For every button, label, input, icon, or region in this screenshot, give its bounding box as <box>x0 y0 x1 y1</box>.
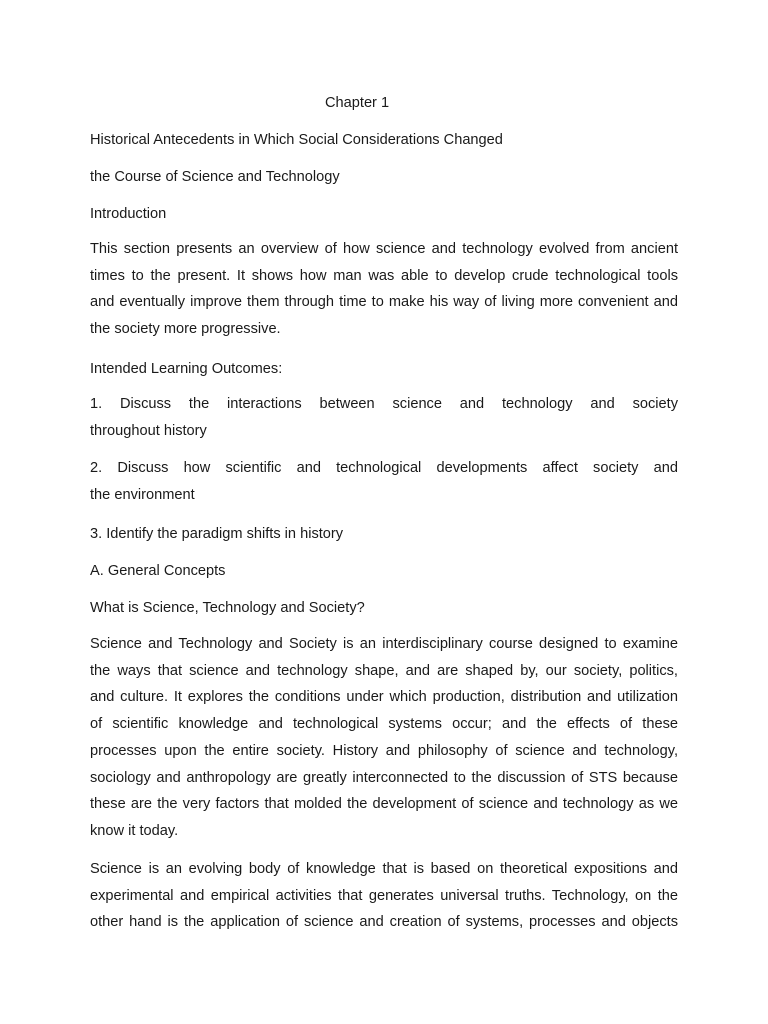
science-line-3: other hand is the application of science and creation of systems, processes and objects <box>90 914 678 931</box>
science-line-1: Science is an evolving body of knowledge that is based on theoretical expositions and <box>90 861 678 877</box>
sts-line-3: and culture. It explores the conditions under which production, distribution and utilization <box>90 689 678 706</box>
science-paragraph <box>90 856 678 936</box>
sts-paragraph <box>90 631 678 845</box>
intro-line-4: the society more progressive. <box>90 321 281 338</box>
sts-line-2: the ways that science and technology shape, and are shaped by, our society, politics, <box>90 662 678 679</box>
sts-line-6: sociology and anthropology are greatly interconnected to the discussion of STS because <box>90 769 678 786</box>
outcome-1-line-1: 1. Discuss the interactions between science and technology and society <box>90 396 678 412</box>
sts-line-4: of scientific knowledge and technological systems occur; and the effects of these <box>90 716 678 733</box>
introduction-heading: Introduction <box>90 206 167 222</box>
sts-line-7: these are the very factors that molded the development of science and technology as we <box>90 796 678 813</box>
outcome-2-line-2: the environment <box>90 486 195 503</box>
outcomes-heading: Intended Learning Outcomes: <box>90 361 283 377</box>
intro-line-2: times to the present. It shows how man was able to develop crude technological tools <box>90 267 678 284</box>
intro-line-1: This section presents an overview of how science and technology evolved from ancient <box>90 241 678 257</box>
outcome-1-line-2: throughout history <box>90 422 207 439</box>
chapter-label: Chapter 1 <box>325 95 390 111</box>
sts-line-8: know it today. <box>90 822 179 839</box>
outcome-2 <box>90 455 678 508</box>
intro-line-3: and eventually improve them through time to make his way of living more convenient and <box>90 294 678 311</box>
science-line-2: experimental and empirical activities that generates universal truths. Technology, on the <box>90 887 678 904</box>
title-line-1: Historical Antecedents in Which Social Considerations Changed <box>90 132 503 148</box>
document-page <box>90 0 678 1024</box>
sts-question: What is Science, Technology and Society? <box>90 600 365 616</box>
intro-paragraph <box>90 236 678 343</box>
outcome-3: 3. Identify the paradigm shifts in history <box>90 526 344 542</box>
sts-line-5: processes upon the entire society. History and philosophy of science and technology, <box>90 742 678 759</box>
outcome-1 <box>90 391 678 444</box>
outcome-2-line-1: 2. Discuss how scientific and technological developments affect society and <box>90 460 678 476</box>
section-a-heading: A. General Concepts <box>90 563 226 579</box>
sts-line-1: Science and Technology and Society is an interdisciplinary course designed to examine <box>90 636 678 652</box>
title-line-2: the Course of Science and Technology <box>90 169 340 185</box>
